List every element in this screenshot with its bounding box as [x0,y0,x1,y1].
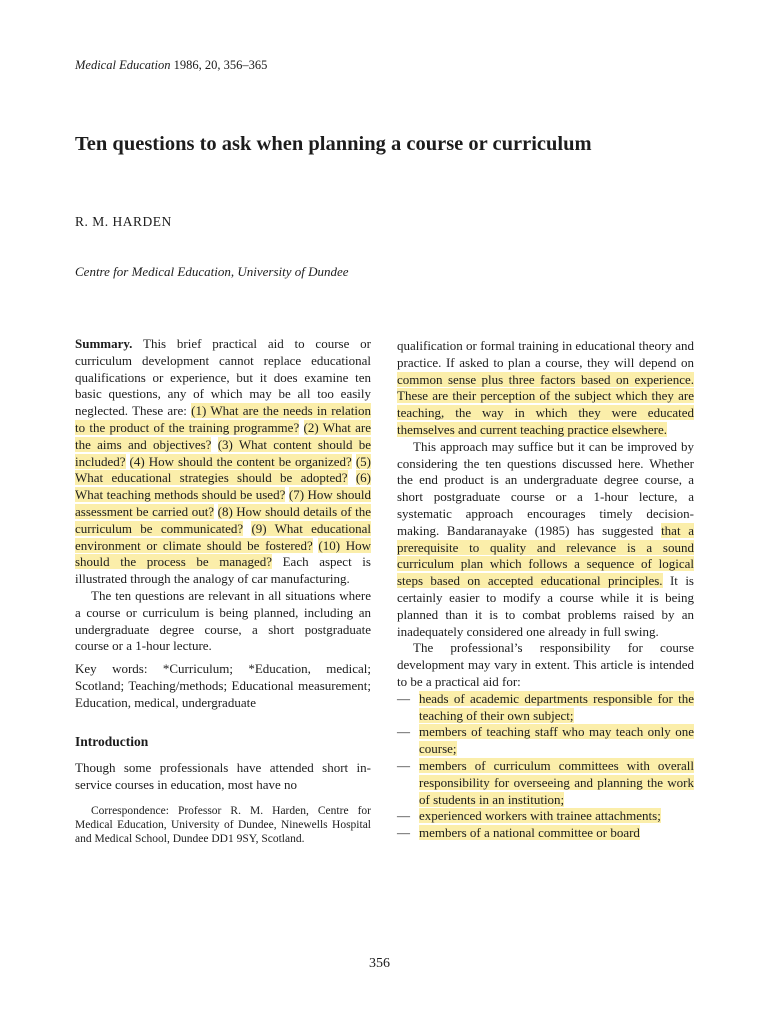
right-column [397,338,694,842]
summary-question: (8) How should details of the curriculum be communicated? [75,503,371,536]
dash-bullet: — [397,825,410,841]
author: R. M. HARDEN [75,214,172,229]
continuation-paragraph [397,338,694,439]
relevance-paragraph: The ten questions are relevant in all situations where a course or curriculum is being planned, including an undergraduate degree course, a short postgraduate course or a 1-hour lecture. [75,587,371,654]
highlighted-text: that a prerequisite to quality and relevance is a sound curriculum plan which follows a sequence of logical steps based on accepted educational principles. [397,522,695,589]
list-item-text: members of teaching staff who may teach only one course; [419,724,694,757]
summary-label: Summary. [75,336,133,351]
list-item [397,808,694,825]
affiliation: Centre for Medical Education, University of Dundee [75,264,349,279]
summary-question: (7) How should assessment be carried out? [75,487,372,519]
list-item-text: experienced workers with trainee attachments; [419,808,661,824]
summary-question: (10) How should the process be managed? [75,537,372,570]
summary-paragraph [75,336,371,588]
list-item [397,758,694,808]
dash-bullet: — [397,690,410,706]
summary-question: (9) What educational environment or climate should be fostered? [75,520,372,553]
article-title: Ten questions to ask when planning a course or curriculum [75,133,592,155]
highlighted-text: common sense plus three factors based on experience. These are their perception of the subject which they are teaching, the way in which they were educated themselves and current teaching practice elsewhere. [397,371,694,437]
list-item-text: heads of academic departments responsible for the teaching of their own subject; [419,690,694,723]
list-item-text: members of a national committee or board [419,825,640,841]
dash-bullet: — [397,757,410,773]
summary-closing: Each aspect is illustrated through the analogy of car manufacturing. [75,554,371,587]
list-item-text: members of curriculum committees with overall responsibility for overseeing and planning the work of students in an institution; [419,757,694,807]
approach-paragraph [397,439,694,641]
summary-question: (4) How should the content be organized? [129,453,352,469]
page-number: 356 [369,956,390,971]
dash-bullet: — [397,808,410,824]
summary-question: (2) What are the aims and objectives? [75,419,371,452]
list-item [397,724,694,758]
summary-question: (1) What are the needs in relation to the product of the training programme? [75,403,372,435]
paragraph-text: qualification or formal training in educational theory and practice. If asked to plan a course, they will depend on [397,338,694,370]
summary-question: (5) What educational strategies should be adopted? [75,453,372,486]
audience-list [397,691,694,842]
list-item [397,691,694,725]
correspondence-note: Correspondence: Professor R. M. Harden, Centre for Medical Education, University of Dundee, Ninewells Hospital and Medical School, Dundee DD1 9SY, Scotland. [75,804,371,845]
left-column [75,336,371,846]
volume-pages: 1986, 20, 356–365 [173,58,268,72]
list-item [397,825,694,842]
paragraph-text: This approach may suffice but it can be improved by considering the ten questions discussed here. Whether the end product is an undergraduate degree course, a short postgraduate course or a 1-hour lecture, a systematic approach encourages timely decision-making. Bandaranayake (1985) has suggested [397,438,694,538]
responsibility-paragraph: The professional’s responsibility for course development may vary in extent. This article is intended to be a practical aid for: [397,640,694,689]
dash-bullet: — [397,724,410,740]
summary-intro: This brief practical aid to course or curriculum development cannot replace educational qualifications or experience, but it does examine ten basic questions, any of which may be all too easily neglected. These are: [75,336,371,419]
summary-question: (6) What teaching methods should be used? [75,470,372,503]
introduction-heading: Introduction [75,733,149,749]
summary-question: (3) What content should be included? [75,436,372,469]
journal-name: Medical Education [75,58,171,72]
keywords: Key words: *Curriculum; *Education, medical; Scotland; Teaching/methods; Educational measurement; Education, medical, undergraduate [75,661,371,710]
introduction-text: Though some professionals have attended short in-service courses in education, most have no [75,760,371,793]
paragraph-text: It is certainly easier to modify a course while it is being planned than it is to combat problems raised by an inadequately considered one already in full swing. [397,573,694,639]
journal-citation [75,58,267,73]
